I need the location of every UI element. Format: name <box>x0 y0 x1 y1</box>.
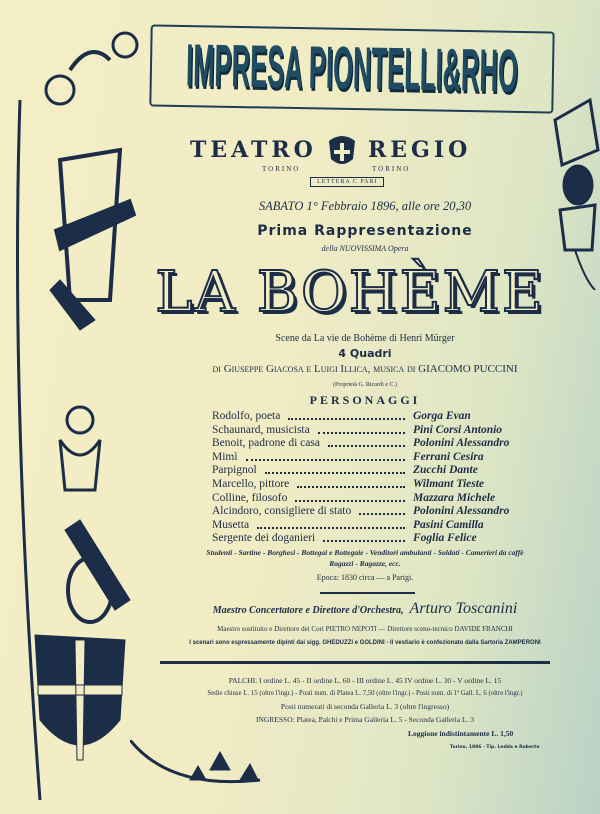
leader-dots <box>265 472 405 474</box>
conductor-line <box>150 600 580 620</box>
role-cell <box>212 505 407 518</box>
leader-dots <box>318 432 405 434</box>
opera-subtitle: della NUOVISSIMA Opera <box>321 244 409 253</box>
chorus-line-2: Ragazzi - Ragazze, ecc. <box>329 559 401 568</box>
premiere-label: Prima Rappresentazione <box>257 223 473 239</box>
cast-row <box>212 492 552 505</box>
role-cell <box>212 437 407 450</box>
decorative-mask-illustration <box>550 90 600 290</box>
conductor-label: Maestro Concertatore e Direttore d'Orchestra, <box>212 605 404 616</box>
cast-row <box>212 424 552 437</box>
cast-row <box>212 478 552 491</box>
thick-divider <box>160 661 550 664</box>
cherub-icon <box>67 407 93 433</box>
role-name: Marcello, pittore <box>212 478 290 490</box>
leader-dots <box>288 418 405 420</box>
scroll-icon <box>55 200 135 250</box>
role-name: Rodolfo, poeta <box>212 410 281 422</box>
role-name: Musetta <box>212 518 250 531</box>
leader-dots <box>295 500 405 502</box>
opera-title: LA BOHÈME <box>155 260 545 325</box>
singer-name: Pasini Camilla <box>413 518 484 531</box>
rights-line: (Proprietà G. Ricordi e C.) <box>333 382 397 388</box>
source-line: Scene da La vie de Bohème di Henri Mürger <box>275 333 455 344</box>
singer-name: Pini Corsi Antonio <box>413 423 503 436</box>
role-name: Colline, filosofo <box>212 491 288 504</box>
role-cell <box>212 478 407 491</box>
singer-name: Polonini Alessandro <box>413 505 510 518</box>
leader-dots <box>359 513 405 515</box>
scenery-line: I scenari sono espressamente dipinti dai sigg. GHEDUZZI e GOLDINI - Il vestiario è confezionato dalla Sartoria ZAMPERONI <box>189 640 541 646</box>
role-name: Parpignol <box>212 464 257 477</box>
cherub-icon <box>113 33 137 57</box>
price-line-4: INGRESSO: Platea, Palchi e Prima Galleria L. 5 - Seconda Galleria L. 3 <box>255 715 475 724</box>
decorative-border-illustration <box>0 0 150 814</box>
staff-line: Maestro sostituito e Direttore dei Cori PIETRO NEPOTI — Direttore sceno-tecnico DAVIDE FRANCHI <box>217 625 513 633</box>
ribbon-icon <box>70 52 110 70</box>
role-cell <box>212 532 407 545</box>
cast-row <box>212 410 552 423</box>
role-cell <box>212 451 407 464</box>
theatre-name-left: TEATRO <box>190 137 317 163</box>
singer-name: Foglia Felice <box>413 532 477 545</box>
cast-row <box>212 464 552 477</box>
singer-name: Gorga Evan <box>413 410 471 422</box>
city-left: TORINO <box>262 165 301 173</box>
role-name: Alcindoro, consigliere di stato <box>212 505 352 518</box>
series-label: LETTERA C PARI <box>310 177 384 187</box>
impresa-banner: IMPRESA PIONTELLI&RHO <box>149 24 554 113</box>
leader-dots <box>297 486 405 488</box>
price-line-2: Sedie chiuse L. 15 (oltre l'ingr.) - Posti num. di Platea L. 7,50 (oltre l'ingr.) - Posti num. di 1ª Gall. L. 6 (oltre l'ingr.) <box>207 690 523 697</box>
bottom-vine-illustration <box>130 740 330 814</box>
cast-row <box>212 505 552 518</box>
chorus-line: Studenti - Sartine - Borghesi - Bottegai e Bottegaie - Venditori ambulanti - Soldati - Camerieri da caffè <box>206 548 524 557</box>
cast-row <box>212 437 552 450</box>
singer-name: Mazzara Michele <box>413 491 496 504</box>
sword-icon <box>50 280 95 330</box>
role-cell <box>212 410 407 423</box>
cast-heading: PERSONAGGI <box>309 393 421 407</box>
singer-name: Polonini Alessandro <box>413 437 510 450</box>
role-name: Benoit, padrone di casa <box>212 437 320 450</box>
music-sheet-icon <box>555 100 598 165</box>
savoy-crest-icon <box>325 133 359 169</box>
price-line-3: Posti numerati di seconda Galleria L. 3 (oltre l'ingresso) <box>280 702 450 711</box>
leaf-icon <box>190 752 258 780</box>
printer-line: Torino, 1896 - Tip. Ledda e Roberto <box>450 745 540 750</box>
cherub-icon <box>46 76 74 104</box>
leader-dots <box>257 527 405 529</box>
cast-row <box>212 451 552 464</box>
date-line: SABATO 1° Febbraio 1896, alle ore 20,30 <box>258 199 472 213</box>
cast-row <box>212 519 552 532</box>
leader-dots <box>323 540 405 542</box>
role-cell <box>212 424 407 437</box>
epoch-line: Epoca: 1830 circa — a Parigi. <box>316 573 414 582</box>
leader-dots <box>328 445 405 447</box>
cherub-body-icon <box>60 440 100 490</box>
singer-name: Ferrani Cesira <box>413 450 484 463</box>
role-name: Sergente dei doganieri <box>212 532 316 545</box>
theatre-name-right: REGIO <box>368 137 472 163</box>
cast-row <box>212 532 552 545</box>
acts-label: 4 Quadri <box>338 347 392 360</box>
vine-icon <box>18 100 41 800</box>
role-cell <box>212 492 407 505</box>
leader-dots <box>246 459 405 461</box>
authors-line: di Giuseppe Giacosa e Luigi Illica, musica di GIACOMO PUCCINI <box>212 363 518 375</box>
singer-name: Zucchi Dante <box>413 464 478 477</box>
gallery-price: Loggione indistintamente L. 1,50 <box>408 729 514 738</box>
city-right: TORINO <box>372 165 411 173</box>
divider <box>320 592 415 594</box>
role-cell <box>212 519 407 532</box>
role-name: Schaunard, musicista <box>212 423 310 436</box>
role-cell <box>212 464 407 477</box>
conductor-name: Arturo Toscanini <box>409 600 518 617</box>
price-line-1: PALCHI: I ordine L. 45 - II ordine L. 60 - III ordine L. 45 IV ordine L. 30 - V ordine L. 15 <box>228 676 502 685</box>
singer-name: Wilmant Tieste <box>413 478 485 490</box>
role-name: Mimì <box>212 450 238 463</box>
vine-icon <box>575 250 595 290</box>
